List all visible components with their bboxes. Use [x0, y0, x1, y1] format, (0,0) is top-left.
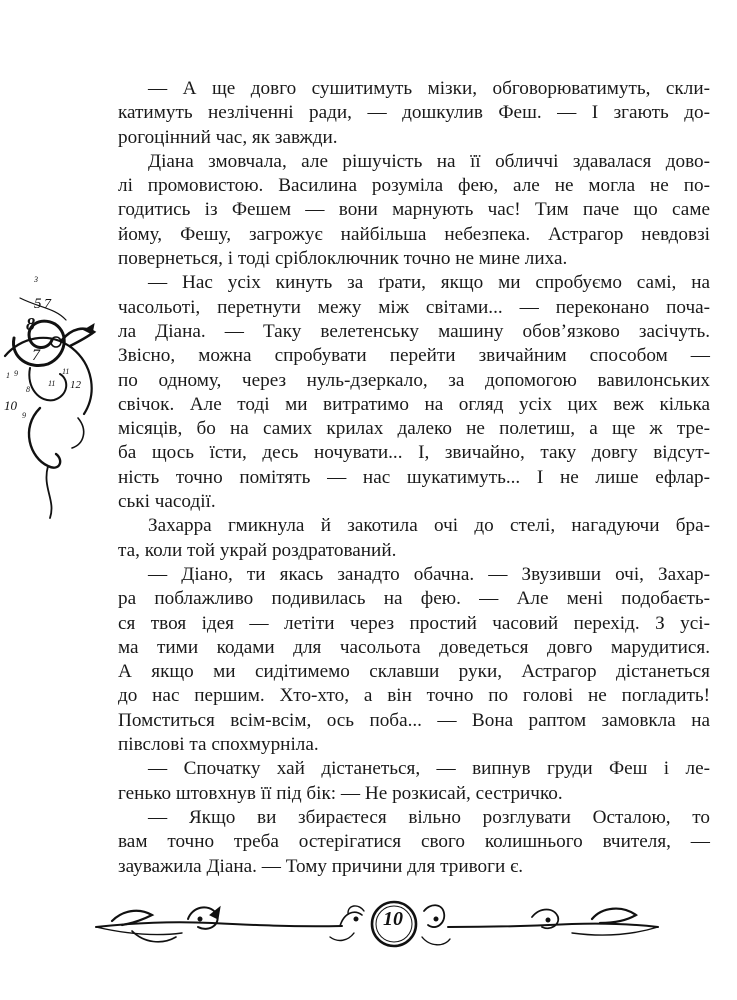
dial-number: 8 — [26, 314, 35, 334]
text-line: — А ще довго сушитимуть мізки, обговорюватимуть, скли- — [148, 78, 710, 99]
text-line: до нас першим. Хто-хто, а він точно по голові не погладить! — [118, 685, 710, 707]
page-text — [118, 77, 710, 879]
dial-number: 12 — [70, 379, 81, 391]
text-line: — Спочатку хай дістанеться, — випнув груди Феш і ле- — [148, 758, 710, 780]
text-line: по одному, через нуль-дзеркало, за допомогою вавилонських — [118, 369, 710, 391]
dial-number: 3 — [34, 275, 38, 284]
dial-number: 5 — [34, 296, 42, 312]
dial-number: 11 — [62, 367, 70, 376]
text-line: місяців, бо на самих крилах далеко не полетиш, а ще ж тре- — [118, 418, 710, 440]
text-line: ся твоя ідея — летіти через простий часовий перехід. З усі- — [118, 612, 710, 634]
text-line: та, коли той украй роздратований. — [118, 539, 397, 561]
dial-number: 10 — [4, 398, 17, 413]
text-line: свічок. Але тоді ми витратимо на огляд усіх цих веж кілька — [118, 393, 710, 415]
paragraph — [118, 757, 710, 806]
paragraph — [118, 514, 710, 563]
dial-number: 7 — [44, 297, 51, 312]
text-line: — Діано, ти якась занадто обачна. — Звузивши очі, Захар- — [148, 563, 710, 585]
text-line: півслові та спохмурніла. — [118, 734, 319, 756]
dial-number: 8 — [26, 385, 30, 394]
text-line: Звісно, можна спробувати перейти звичайним способом — — [118, 345, 710, 367]
text-line: генько штовхнув її під бік: — Не розкисай, сестричко. — [118, 782, 563, 804]
paragraph — [118, 563, 710, 757]
text-line: Помститься всім-всім, ось поба... — Вона раптом замовкла на — [118, 709, 710, 731]
text-line: ма тими кодами для часольота доведеться довго марудитися. — [118, 636, 710, 658]
text-line: А якщо ми сидітимемо склавши руки, Астрагор дістанеться — [118, 661, 710, 683]
dial-number: 11 — [48, 379, 56, 388]
text-line: — Якщо ви збираєтеся вільно розглувати Осталою, то — [148, 806, 710, 828]
text-line: лі промовистою. Василина розуміла фею, але не могла не по- — [118, 175, 710, 197]
text-line: Захарра гмикнула й закотила очі до стелі, нагадуючи бра- — [148, 515, 710, 537]
paragraph — [118, 806, 710, 879]
text-line: катимуть незліченні ради, — дошкулив Феш. — І згають до- — [118, 102, 710, 124]
dial-number: 7 — [32, 347, 40, 364]
text-line: повернеться, і тоді сріблоключник точно не мине лиха. — [118, 248, 568, 270]
text-line: ність точно помітять — нас шукатимуть... І не лише ефлар- — [118, 466, 710, 488]
text-line: зауважила Діана. — Тому причини для тривоги є. — [118, 855, 524, 877]
text-line: годитись із Фешем — вони марнують час! Тим паче що саме — [118, 199, 710, 221]
clock-spiral-ornament — [0, 268, 110, 530]
text-line: часольоті, перетнути межу між світами... — переконано поча- — [118, 296, 710, 318]
dial-number: 9 — [14, 369, 18, 378]
text-line: рогоцінний час, як завжди. — [118, 126, 338, 148]
dial-number: 1 — [6, 371, 10, 380]
dial-number: 9 — [22, 411, 26, 420]
paragraph — [118, 150, 710, 271]
text-line: ба щось їсти, десь ночувати... І, звичайно, таку довгу відсут- — [118, 442, 710, 464]
text-line: ра поблажливо подивилась на фею. — Але мені подобаєть- — [118, 588, 710, 610]
text-line: йому, Фешу, загрожує найбільша небезпека. Астрагор невдовзі — [118, 223, 710, 245]
paragraph — [118, 271, 710, 514]
text-line: вам точно треба остерігатися свого колишнього вчителя, — — [118, 831, 710, 853]
text-line: — Нас усіх кинуть за ґрати, якщо ми спробуємо самі, на — [148, 272, 710, 294]
text-line: Діана змовчала, але рішучість на її обличчі здавалася дово- — [148, 150, 710, 172]
page-number: 10 — [383, 908, 403, 930]
paragraph — [118, 77, 710, 150]
text-line: ла Діана. — Таку велетенську машину обов’язково засічуть. — [118, 320, 710, 342]
text-line: ські часодії. — [118, 491, 216, 513]
